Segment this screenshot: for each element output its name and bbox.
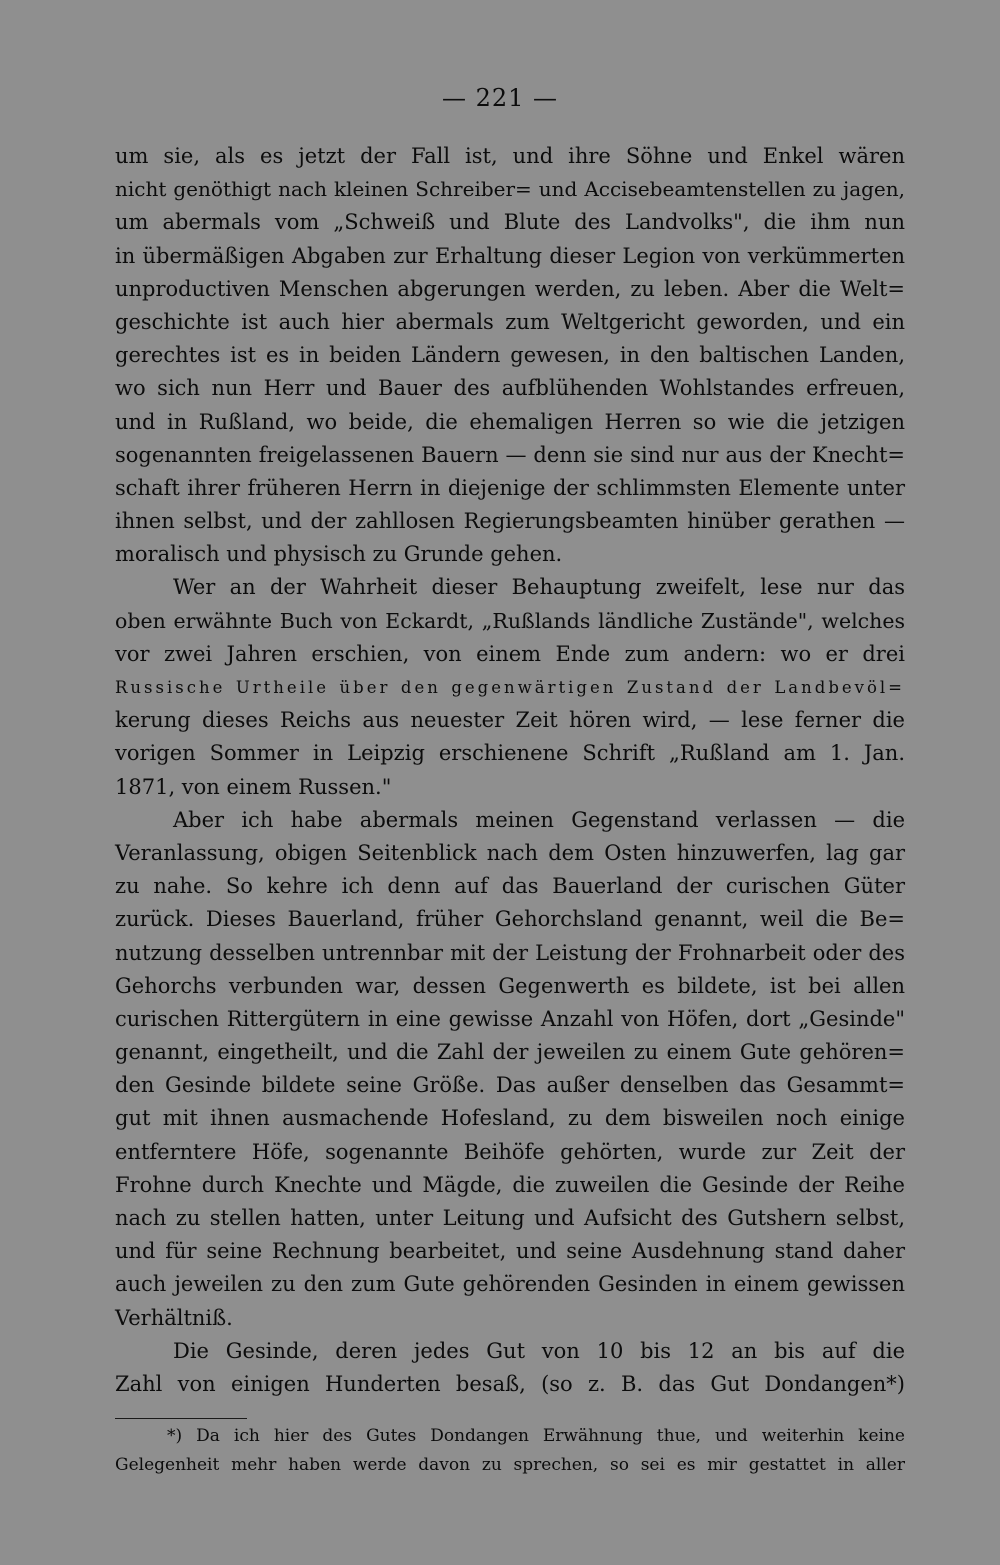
text-line: vor zwei Jahren erschien, von einem Ende zum andern: wo er drei bbox=[115, 641, 905, 666]
text-line: nach zu stellen hatten, unter Leitung und Aufsicht des Gutshern selbst, bbox=[115, 1206, 905, 1230]
text-line: ihnen selbst, und der zahllosen Regierungsbeamten hinüber gerathen — bbox=[115, 509, 905, 534]
text-line: um abermals vom „Schweiß und Blute des Landvolks", die ihm nun bbox=[115, 210, 905, 235]
text-line: schaft ihrer früheren Herrn in diejenige der schlimmsten Elemente unter bbox=[115, 475, 905, 500]
text-line: Verhältniß. bbox=[115, 1305, 233, 1330]
paragraph-start-line: Aber ich habe abermals meinen Gegenstand verlassen — die bbox=[173, 807, 905, 832]
body-text bbox=[115, 140, 905, 1401]
text-line: Gehorchs verbunden war, dessen Gegenwerth es bildete, ist bei allen bbox=[115, 973, 905, 998]
paragraph-start-line: Wer an der Wahrheit dieser Behauptung zweifelt, lese nur das bbox=[173, 575, 905, 600]
text-line: nicht genöthigt nach kleinen Schreiber= und Accisebeamtenstellen zu jagen, bbox=[115, 177, 905, 202]
text-line: oben erwähnte Buch von Eckardt, „Rußlands ländliche Zustände", welches bbox=[115, 608, 905, 633]
text-line: in übermäßigen Abgaben zur Erhaltung dieser Legion von verkümmerten bbox=[115, 243, 905, 268]
text-line: unproductiven Menschen abgerungen werden, zu leben. Aber die Welt= bbox=[115, 276, 905, 301]
text-line: nutzung desselben untrennbar mit der Leistung der Frohnarbeit oder des bbox=[115, 940, 905, 965]
footnote-divider bbox=[115, 1418, 247, 1419]
text-line: wo sich nun Herr und Bauer des aufblühenden Wohlstandes erfreuen, bbox=[115, 376, 905, 401]
text-line: vorigen Sommer in Leipzig erschienene Schrift „Rußland am 1. Jan. bbox=[115, 741, 905, 766]
text-line: gut mit ihnen ausmachende Hofesland, zu dem bisweilen noch einige bbox=[115, 1106, 905, 1131]
text-line: auch jeweilen zu den zum Gute gehörenden Gesinden in einem gewissen bbox=[115, 1272, 905, 1297]
text-line: um sie, als es jetzt der Fall ist, und ihre Söhne und Enkel wären bbox=[115, 144, 905, 168]
text-line: sogenannten freigelassenen Bauern — denn sie sind nur aus der Knecht= bbox=[115, 442, 905, 467]
text-line: Zahl von einigen Hunderten besaß, (so z. B. das Gut Dondangen*) bbox=[115, 1371, 905, 1396]
footnote-line: *) Da ich hier des Gutes Dondangen Erwähnung thue, und weiterhin keine bbox=[167, 1426, 905, 1446]
text-line: Russische Urtheile über den gegenwärtigen Zustand der Landbevöl= bbox=[115, 678, 905, 697]
text-line: zurück. Dieses Bauerland, früher Gehorchsland genannt, weil die Be= bbox=[115, 907, 905, 932]
text-line: und für seine Rechnung bearbeitet, und seine Ausdehnung stand daher bbox=[115, 1239, 905, 1264]
text-line: Frohne durch Knechte und Mägde, die zuweilen die Gesinde der Reihe bbox=[115, 1172, 905, 1197]
text-line: 1871, von einem Russen." bbox=[115, 774, 392, 799]
text-line: zu nahe. So kehre ich denn auf das Bauerland der curischen Güter bbox=[115, 874, 905, 899]
paragraph-start-line: Die Gesinde, deren jedes Gut von 10 bis 12 an bis auf die bbox=[173, 1338, 905, 1363]
footnote bbox=[115, 1422, 905, 1480]
page-number: — 221 — bbox=[441, 84, 559, 112]
text-line: Veranlassung, obigen Seitenblick nach dem Osten hinzuwerfen, lag gar bbox=[115, 840, 905, 865]
text-line: kerung dieses Reichs aus neuester Zeit hören wird, — lese ferner die bbox=[115, 708, 905, 733]
text-line: entferntere Höfe, sogenannte Beihöfe gehörten, wurde zur Zeit der bbox=[115, 1139, 905, 1164]
text-line: gerechtes ist es in beiden Ländern gewesen, in den baltischen Landen, bbox=[115, 343, 905, 368]
text-line: moralisch und physisch zu Grunde gehen. bbox=[115, 542, 563, 567]
text-line: genannt, eingetheilt, und die Zahl der jeweilen zu einem Gute gehören= bbox=[115, 1040, 905, 1065]
text-line: und in Rußland, wo beide, die ehemaligen Herren so wie die jetzigen bbox=[115, 409, 905, 434]
text-line: geschichte ist auch hier abermals zum Weltgericht geworden, und ein bbox=[115, 309, 905, 334]
text-line: den Gesinde bildete seine Größe. Das außer denselben das Gesammt= bbox=[115, 1073, 905, 1098]
text-line: curischen Rittergütern in eine gewisse Anzahl von Höfen, dort „Gesinde" bbox=[115, 1006, 905, 1031]
footnote-line: Gelegenheit mehr haben werde davon zu sprechen, so sei es mir gestattet in aller bbox=[115, 1455, 905, 1475]
